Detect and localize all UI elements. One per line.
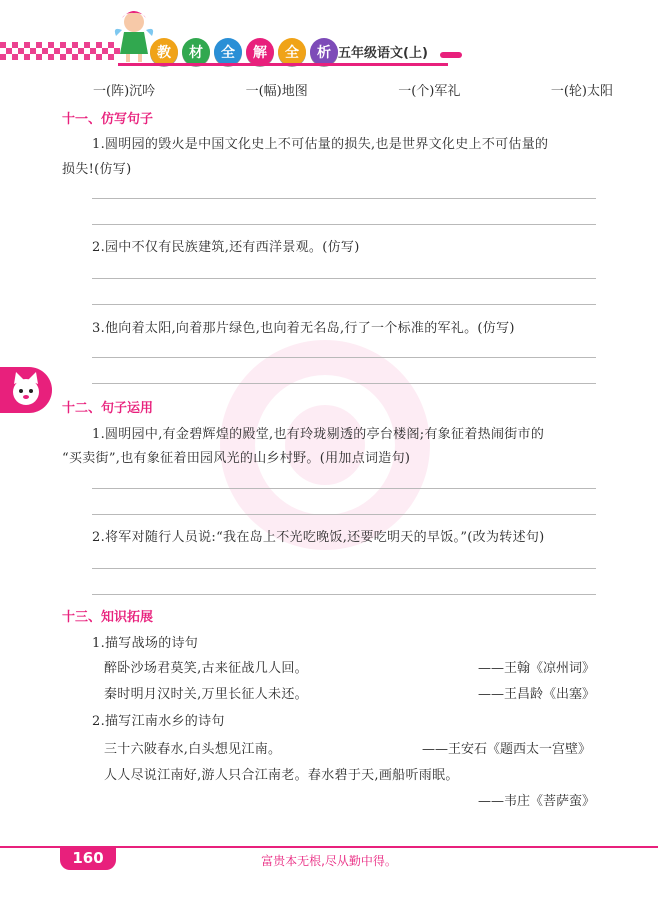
grade-label: 五年级语文(上) — [338, 46, 428, 61]
title-bubble: 材 — [182, 38, 210, 66]
title-bubble: 全 — [278, 38, 306, 66]
poem-attribution: ——韦庄《菩萨蛮》 — [478, 794, 596, 809]
poem-line: 三十六陂春水,白头想见江南。 — [104, 742, 282, 757]
footer-motto: 富贵本无根,尽从勤中得。 — [261, 854, 397, 868]
answer-line[interactable] — [92, 514, 596, 515]
header-checker-pattern — [0, 42, 120, 64]
section-title-13: 十三、知识拓展 — [62, 610, 154, 625]
measure-word: 一(个)军礼 — [398, 84, 461, 99]
answer-line[interactable] — [92, 198, 596, 199]
title-bubble: 解 — [246, 38, 274, 66]
poem-attribution: ——王昌龄《出塞》 — [478, 687, 596, 702]
title-bubble: 全 — [214, 38, 242, 66]
question-11-3: 3.他向着太阳,向着那片绿色,也向着无名岛,行了一个标准的军礼。(仿写) — [92, 321, 515, 336]
fox-mascot-icon — [6, 370, 46, 410]
answer-line[interactable] — [92, 383, 596, 384]
title-bubble: 教 — [150, 38, 178, 66]
answer-line[interactable] — [92, 304, 596, 305]
poem-line: 醉卧沙场君莫笑,古来征战几人回。 — [104, 661, 308, 676]
measure-word: 一(幅)地图 — [245, 84, 308, 99]
section-title-11: 十一、仿写句子 — [62, 112, 154, 127]
subheading-battlefield: 1.描写战场的诗句 — [92, 636, 199, 651]
section-title-12: 十二、句子运用 — [62, 401, 154, 416]
page-number: 160 — [60, 846, 116, 870]
subheading-jiangnan: 2.描写江南水乡的诗句 — [92, 714, 225, 729]
poem-line: 秦时明月汉时关,万里长征人未还。 — [104, 687, 308, 702]
answer-line[interactable] — [92, 357, 596, 358]
measure-word: 一(轮)太阳 — [550, 84, 613, 99]
header-title — [150, 38, 338, 66]
measure-word-row — [93, 80, 613, 99]
answer-line[interactable] — [92, 224, 596, 225]
question-11-1-line1: 1.圆明园的毁火是中国文化史上不可估量的损失,也是世界文化史上不可估量的 — [92, 137, 549, 152]
question-12-1-line1: 1.圆明园中,有金碧辉煌的殿堂,也有玲珑剔透的亭台楼阁;有象征着热闹街市的 — [92, 427, 545, 442]
question-12-2: 2.将军对随行人员说:“我在岛上不光吃晚饭,还要吃明天的早饭。”(改为转述句) — [92, 530, 545, 545]
poem-attribution: ——王安石《题西太一宫壁》 — [422, 742, 592, 757]
question-11-1-line2: 损失!(仿写) — [62, 162, 132, 177]
answer-line[interactable] — [92, 568, 596, 569]
poem-attribution: ——王翰《凉州词》 — [478, 661, 596, 676]
measure-word: 一(阵)沉吟 — [93, 84, 156, 99]
title-bubble: 析 — [310, 38, 338, 66]
question-12-1-line2: “买卖街”,也有象征着田园风光的山乡村野。(用加点词造句) — [62, 451, 411, 466]
answer-line[interactable] — [92, 488, 596, 489]
answer-line[interactable] — [92, 594, 596, 595]
poem-line: 人人尽说江南好,游人只合江南老。春水碧于天,画船听雨眠。 — [104, 768, 459, 783]
header-rule — [118, 63, 448, 66]
pencil-icon — [440, 52, 462, 58]
question-11-2: 2.园中不仅有民族建筑,还有西洋景观。(仿写) — [92, 240, 360, 255]
answer-line[interactable] — [92, 278, 596, 279]
